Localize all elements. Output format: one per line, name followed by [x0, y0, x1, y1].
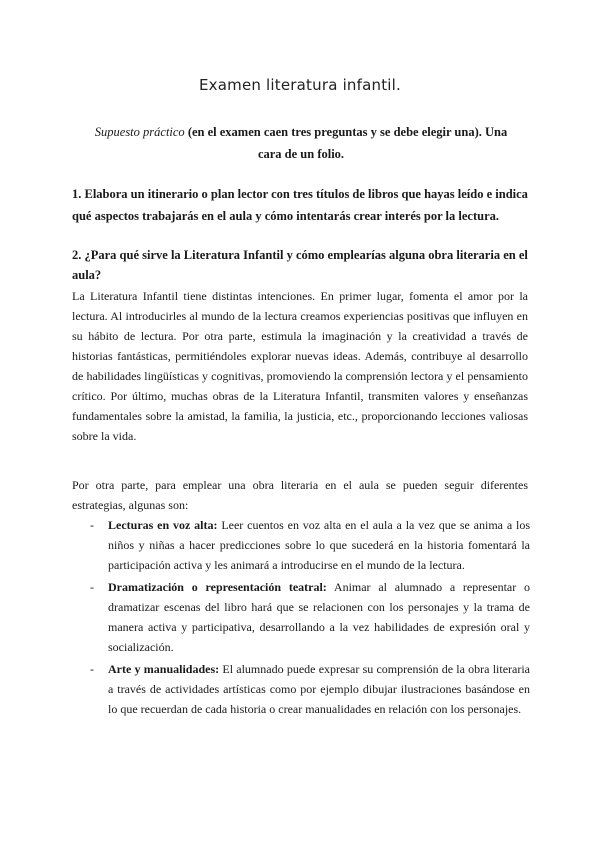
instructions-italic: Supuesto práctico [94, 125, 185, 139]
list-item [72, 577, 530, 657]
list-bullet: - [90, 518, 94, 532]
list-item-text: Animar al alumnado a representar o dramatizar escenas del libro hará que se relacionen con los personajes y la trama de manera activa y participativa, desarrollando a la vez habilidades de expresión oral y socialización. [108, 580, 530, 654]
exam-instructions [88, 121, 514, 165]
list-bullet: - [90, 662, 94, 676]
list-item-text: El alumnado puede expresar su comprensión de la obra literaria a través de actividades artísticas como por ejemplo dibujar ilustraciones basándose en lo que recuerdan de cada historia o crear manualidades en relación con los personajes. [108, 662, 530, 716]
answer-paragraph-1: La Literatura Infantil tiene distintas intenciones. En primer lugar, fomenta el amor por la lectura. Al introducirles al mundo de la lectura creamos experiencias positivas que influyen en su hábito de lectura. Por otra parte, estimula la imaginación y la creatividad a través de historias fantásticas, permitiéndoles explorar nuevas ideas. Además, contribuye al desarrollo de habilidades lingüísticas y cognitivas, promoviendo la comprensión lectora y el pensamiento crítico. Por último, muchas obras de la Literatura Infantil, transmiten valores y enseñanzas fundamentales sobre la amistad, la familia, la justicia, etc., proporcionando lecciones valiosas sobre la vida. [72, 289, 528, 443]
instructions-bold: (en el examen caen tres preguntas y se debe elegir una). Una cara de un folio. [184, 125, 508, 161]
list-item-heading: Dramatización o representación teatral: [108, 580, 327, 594]
question-1: 1. Elabora un itinerario o plan lector con tres títulos de libros que hayas leído e indica qué aspectos trabajarás en el aula y cómo intentarás crear interés por la lectura. [72, 187, 528, 223]
list-item-text: Leer cuentos en voz alta en el aula a la vez que se anima a los niños y niñas a hacer predicciones sobre lo que sucederá en la historia fomentará la participación activa y les animará a introducirse en el mundo de la lectura. [108, 518, 530, 572]
strategies-list [72, 515, 530, 721]
list-item [72, 659, 530, 719]
list-item-heading: Arte y manualidades: [108, 662, 220, 676]
question-2: 2. ¿Para qué sirve la Literatura Infantil y cómo emplearías alguna obra literaria en el aula? [72, 248, 528, 282]
list-item [72, 515, 530, 575]
list-bullet: - [90, 580, 94, 594]
answer-paragraph-2: Por otra parte, para emplear una obra literaria en el aula se pueden seguir diferentes estrategias, algunas son: [72, 478, 528, 512]
list-item-heading: Lecturas en voz alta: [108, 518, 218, 532]
document-title: Examen literatura infantil. [198, 76, 402, 94]
